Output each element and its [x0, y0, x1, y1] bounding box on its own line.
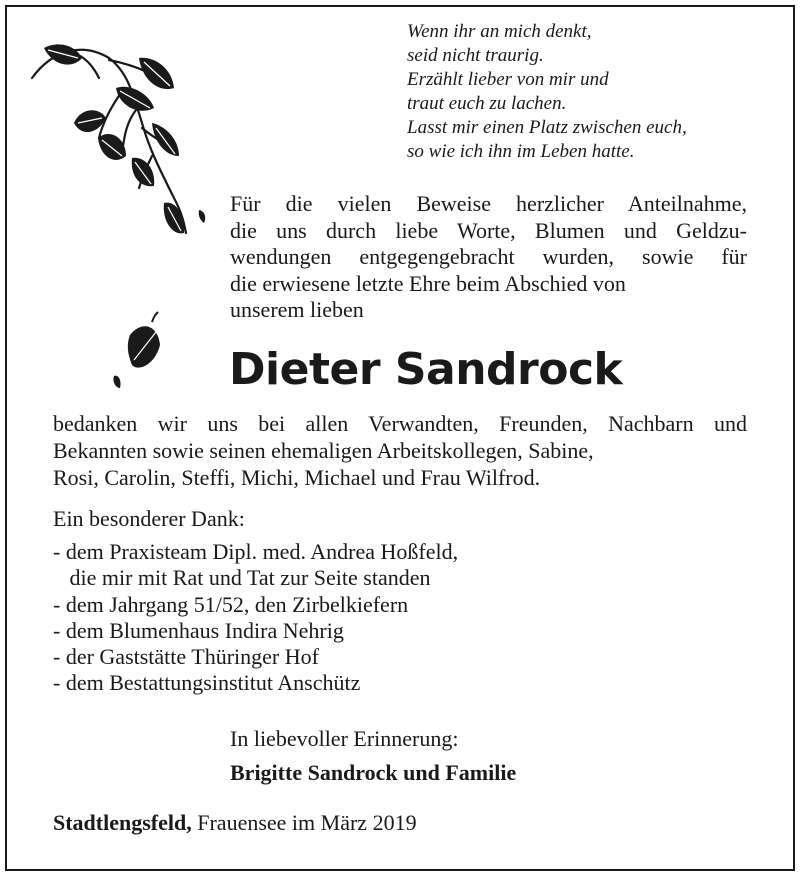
closing-block	[230, 722, 516, 790]
birch-branch-icon	[14, 28, 214, 258]
thanks-line: Rosi, Carolin, Steffi, Michi, Michael und Frau Wilfrod.	[53, 465, 541, 490]
thanks-paragraph	[53, 410, 747, 491]
list-item: - dem Jahrgang 51/52, den Zirbelkiefern	[53, 591, 409, 617]
intro-line: die erwiesene letzte Ehre beim Abschied von	[230, 270, 626, 296]
list-item: - der Gaststätte Thüringer Hof	[53, 644, 319, 670]
thanks-line: bedanken wir uns bei allen Verwandten, Freunden, Nachbarn und	[53, 411, 747, 436]
poem-line: Wenn ihr an mich denkt,	[407, 21, 592, 42]
poem	[407, 20, 767, 164]
poem-line: Lasst mir einen Platz zwischen euch,	[407, 117, 687, 138]
intro-line: wendungen entgegengebracht wurden, sowie für	[230, 244, 747, 269]
family-signature: Brigitte Sandrock und Familie	[230, 760, 517, 785]
intro-line: Für die vielen Beweise herzlicher Anteilnahme,	[230, 191, 747, 216]
poem-line: Erzählt lieber von mir und	[407, 69, 609, 90]
falling-leaf-icon	[100, 310, 170, 400]
poem-line: so wie ich ihn im Leben hatte.	[407, 141, 635, 162]
thanks-line: Bekannten sowie seinen ehemaligen Arbeitskollegen, Sabine,	[53, 438, 594, 463]
poem-line: traut euch zu lachen.	[407, 93, 567, 114]
list-item: die mir mit Rat und Tat zur Seite standen	[53, 565, 431, 591]
intro-line: die uns durch liebe Worte, Blumen und Geldzu-	[230, 217, 747, 243]
intro-paragraph	[230, 191, 747, 324]
deceased-name: Dieter Sandrock	[229, 344, 623, 395]
place-date	[53, 808, 417, 838]
intro-line: unserem lieben	[230, 297, 364, 322]
list-item: - dem Praxisteam Dipl. med. Andrea Hoßfeld,	[53, 539, 459, 564]
poem-line: seid nicht traurig.	[407, 45, 544, 66]
place-name: Stadtlengsfeld,	[53, 810, 192, 835]
list-item: - dem Bestattungsinstitut Anschütz	[53, 670, 361, 696]
list-item: - dem Blumenhaus Indira Nehrig	[53, 617, 344, 643]
special-thanks-list	[53, 539, 458, 697]
place-date-rest: Frauensee im März 2019	[191, 810, 417, 835]
closing-line: In liebevoller Erinnerung:	[230, 726, 459, 751]
special-thanks-heading: Ein besonderer Dank:	[53, 506, 245, 531]
